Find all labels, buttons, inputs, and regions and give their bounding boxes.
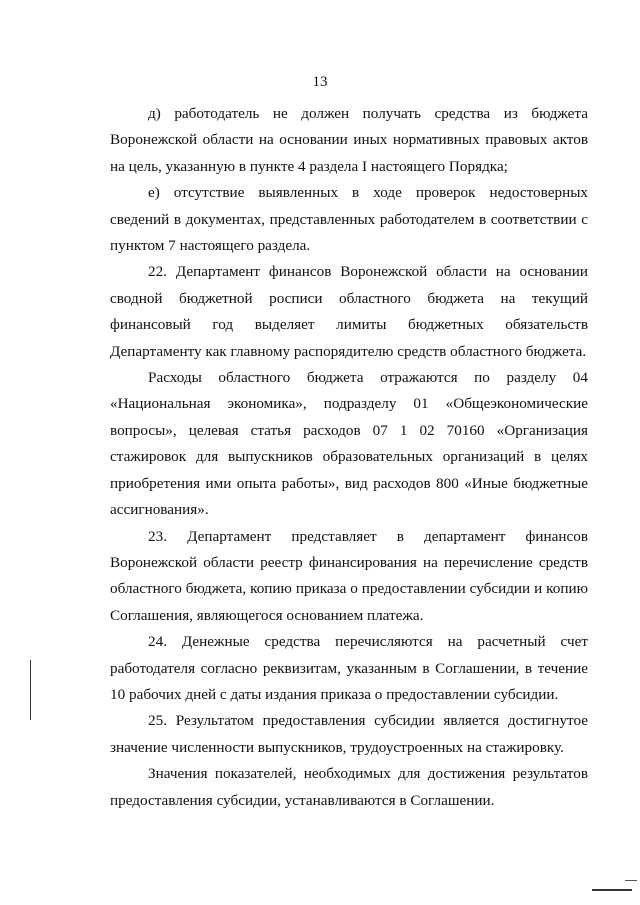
paragraph-d: д) работодатель не должен получать средства из бюджета Воронежской области на основании иных нормативных правовых актов на цель, указанную в пункте 4 раздела I настоящего Порядка; — [110, 105, 588, 175]
scan-corner-mark — [592, 889, 632, 891]
paragraph-25: 25. Результатом предоставления субсидии является достигнутое значение численности выпускников, трудоустроенных на стажировку. — [110, 712, 588, 756]
paragraph-24: 24. Денежные средства перечисляются на расчетный счет работодателя согласно реквизитам, указанным в Соглашении, в течение 10 рабочих дней с даты издания приказа о предоставлении субсидии. — [110, 633, 588, 703]
document-body — [110, 101, 588, 814]
paragraph-expenses: Расходы областного бюджета отражаются по разделу 04 «Национальная экономика», подразделу 01 «Общеэкономические вопросы», целевая статья расходов 07 1 02 70160 «Организация стажировок для выпускников образовательных организаций в целях приобретения ими опыта работы», вид расходов 800 «Иные бюджетные ассигнования». — [110, 369, 588, 519]
page-number: 13 — [312, 74, 328, 90]
scan-corner-mark-top — [625, 880, 637, 881]
scan-margin-line — [30, 660, 31, 720]
paragraph-22: 22. Департамент финансов Воронежской области на основании сводной бюджетной росписи областного бюджета на текущий финансовый год выделяет лимиты бюджетных обязательств Департаменту как главному распорядителю средств областного бюджета. — [110, 263, 588, 360]
paragraph-indicators: Значения показателей, необходимых для достижения результатов предоставления субсидии, устанавливаются в Соглашении. — [110, 765, 588, 809]
paragraph-23: 23. Департамент представляет в департамент финансов Воронежской области реестр финансирования на перечисление средств областного бюджета, копию приказа о предоставлении субсидии и копию Соглашения, являющегося основанием платежа. — [110, 527, 588, 624]
paragraph-e: е) отсутствие выявленных в ходе проверок недостоверных сведений в документах, представленных работодателем в соответствии с пунктом 7 настоящего раздела. — [110, 184, 588, 255]
